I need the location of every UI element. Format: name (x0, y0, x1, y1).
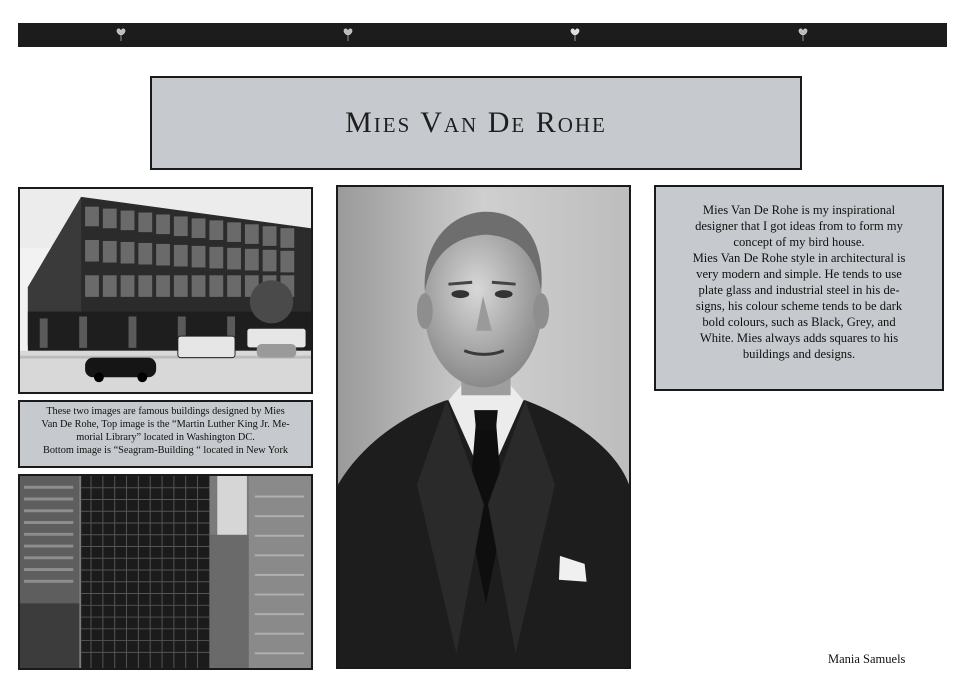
mlk-library-photo (18, 187, 313, 394)
description-line: signs, his colour scheme tends to be dark (695, 299, 903, 313)
caption-line: Bottom image is “Seagram-Building “ located in New York (42, 445, 289, 456)
description-line: Mies Van De Rohe is my inspirational (702, 203, 896, 217)
description-line: buildings and designs. (742, 347, 856, 361)
description-line: bold colours, such as Black, Grey, and (702, 315, 896, 329)
caption-line: morial Library” located in Washington DC. (76, 432, 255, 443)
heart-ornament-icon (115, 28, 127, 42)
description-panel (654, 185, 944, 391)
buildings-caption (18, 400, 313, 468)
title-panel (150, 76, 802, 170)
heart-ornament-icon (797, 28, 809, 42)
caption-line: These two images are famous buildings designed by Mies (46, 406, 285, 417)
heart-ornament-icon (342, 28, 354, 42)
description-line: Mies Van De Rohe style in architectural is (692, 251, 906, 265)
description-line: concept of my bird house. (733, 235, 865, 249)
decorative-top-bar (18, 23, 947, 47)
description-line: White. Mies always adds squares to his (699, 331, 899, 345)
page-title: Mies Van De Rohe (345, 106, 607, 139)
seagram-building-photo (18, 474, 313, 670)
author-name: Mania Samuels (828, 652, 906, 666)
description-line: very modern and simple. He tends to use (696, 267, 902, 281)
description-line: designer that I got ideas from to form my (695, 219, 903, 233)
description-line: plate glass and industrial steel in his de- (698, 283, 900, 297)
heart-ornament-icon (569, 28, 581, 42)
mies-portrait-photo (336, 185, 631, 669)
caption-line: Van De Rohe, Top image is the “Martin Luther King Jr. Me- (41, 419, 290, 430)
